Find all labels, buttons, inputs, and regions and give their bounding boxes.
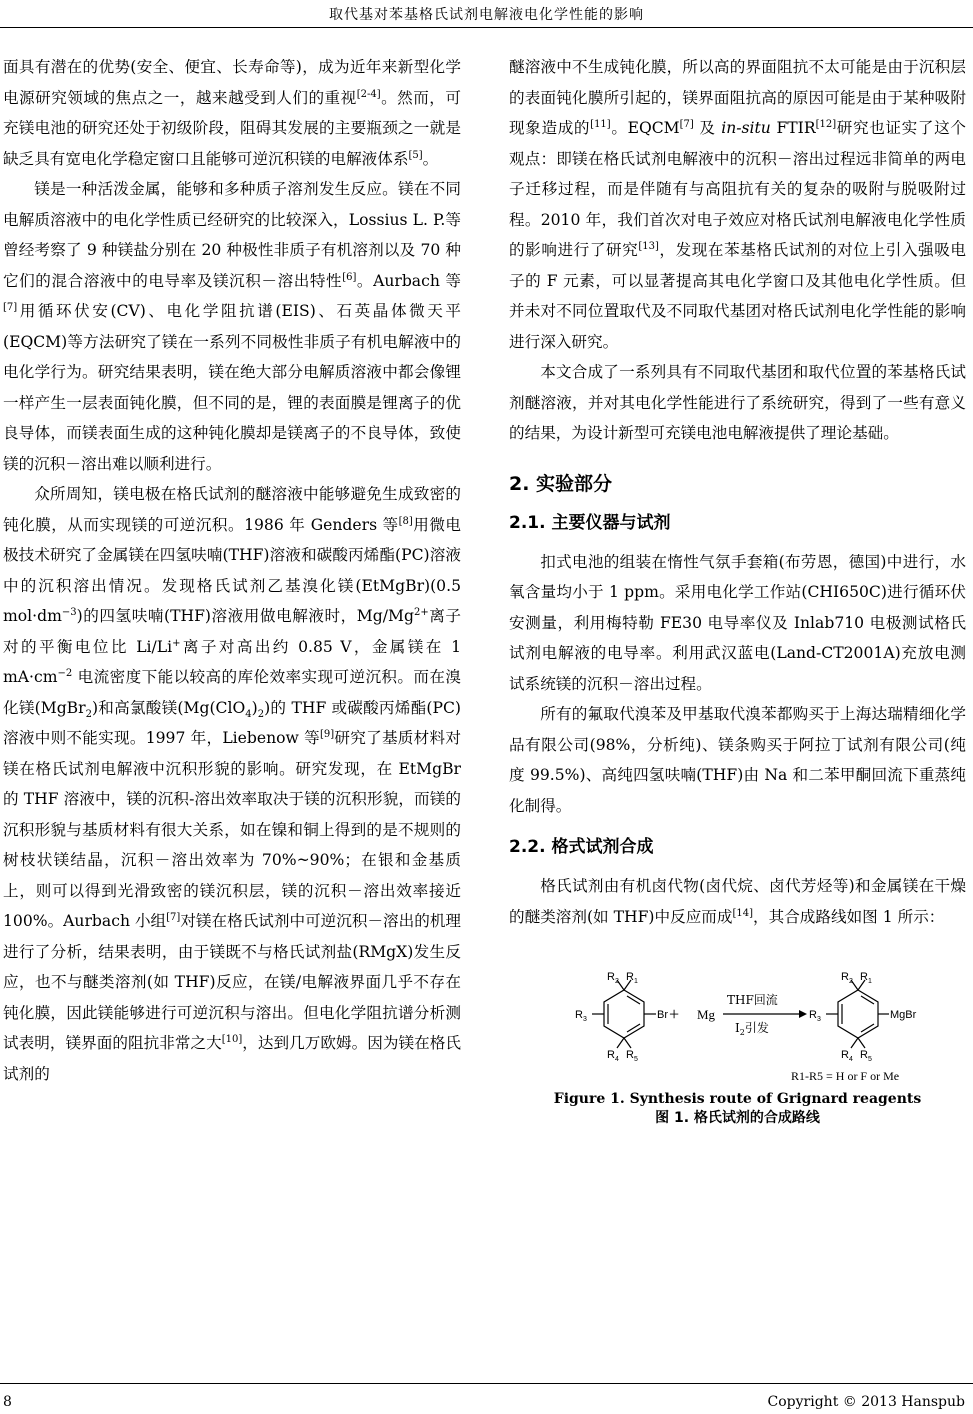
plus-sign: + <box>669 1004 680 1024</box>
citation: [6] <box>342 271 357 283</box>
reactant-ring <box>592 980 656 1048</box>
citation: [2-4] <box>356 88 381 100</box>
citation: [7] <box>3 301 18 313</box>
paragraph: 本文合成了一系列具有不同取代基团和取代位置的苯基格氏试剂醚溶液，并对其电化学性能进行了系统研究，得到了一些有意义的结果，为设计新型可充镁电池电解液提供了理论基础。 <box>509 363 966 442</box>
paragraph: 所有的氟取代溴苯及甲基取代溴苯都购买于上海达瑞精细化学品有限公司(98%，分析纯)、镁条购买于阿拉丁试剂有限公司(纯度 99.5%)、高纯四氢呋喃(THF)由 Na 和二苯甲酮回流下重蒸纯化制得。 <box>509 705 966 815</box>
substituent-label: $R_2$ <box>841 971 853 985</box>
subsection-heading: 2.1. 主要仪器与试剂 <box>509 512 671 533</box>
substituent-label: $R_2$ <box>607 971 619 985</box>
subsection-heading: 2.2. 格式试剂合成 <box>509 837 654 857</box>
footer-rule <box>0 1383 973 1384</box>
citation: [12] <box>815 118 837 130</box>
substituent-note: R1-R5 = H or F or Me <box>791 1069 900 1083</box>
substituent-label: $R_5$ <box>860 1049 872 1063</box>
substituent-label: $R_1$ <box>860 971 872 985</box>
citation: [9] <box>319 728 335 740</box>
paragraph: 众所周知，镁电极在格氏试剂的醚溶液中能够避免生成致密的钝化膜，从而实现镁的可逆沉积。1986 年 Genders 等[8]用微电极技术研究了金属镁在四氢呋喃(THF)溶液和碳酸丙烯酯(PC)溶液中的沉积溶出情况。发现格氏试剂乙基溴化镁(EtMgBr)(0.5 $mol\cdot dm^{-3}$)的四氢呋喃(THF)溶液用做电解液时，$Mg/Mg^{2+}$离子对的平衡电位比 Li/Li+离子对高出约 0.85 V，金属镁在 1 $mA\cdot cm^{-2}$ 电流密度下能以较高的库伦效率实现可逆沉积。而在溴化镁(MgBr$_2$)和高氯酸镁$(Mg(ClO_4)_2)$的 THF 或碳酸丙烯酯(PC)溶液中则不能实现。1997 年，Liebenow 等[9]研究了基质材料对镁在格氏试剂电解液中沉积形貌的影响。研究发现，在 EtMgBr 的 THF 溶液中，镁的沉积-溶出效率取决于镁的沉积形貌，而镁的沉积形貌与基质材料有很大关系，如在镍和铜上得到的是不规则的树枝状镁结晶，沉积－溶出效率为 70%~90%；在银和金基质上，则可以得到光滑致密的镁沉积层，镁的沉积－溶出效率接近 100%。Aurbach 小组[7]对镁在格氏试剂中可逆沉积－溶出的机理进行了分析，结果表明，由于镁既不与格氏试剂盐(RMgX)发生反应，也不与醚类溶剂(如 THF)反应，在镁/电解液界面几乎不存在钝化膜，因此镁能够进行可逆沉积与溶出。但电化学阻抗谱分析测试表明，镁界面的阻抗非常之大[10]，达到几万欧姆。因为镁在格氏试剂的 <box>3 485 462 1083</box>
section-heading: 2. 实验部分 <box>509 472 613 495</box>
reaction-scheme <box>509 940 966 1090</box>
paragraph: 镁是一种活泼金属，能够和多种质子溶剂发生反应。镁在不同电解质溶液中的电化学性质已经研究的比较深入，Lossius L. P.等曾经考察了 9 种镁盐分别在 20 种极性非质子有机溶剂以及 70 种它们的混合溶液中的电导率及镁沉积－溶出特性[6]。Aurbach 等[7]用循环伏安(CV)、电化学阻抗谱(EIS)、石英晶体微天平(EQCM)等方法研究了镁在一系列不同极性非质子有机电解液中的电化学行为。研究结果表明，镁在绝大部分电解质溶液中都会像锂一样产生一层表面钝化膜，但不同的是，锂的表面膜是锂离子的优良导体，而镁表面生成的这种钝化膜却是镁离子的不良导体，致使镁的沉积－溶出难以顺利进行。 <box>3 180 461 473</box>
citation: [7] <box>166 911 181 923</box>
page-number: 8 <box>3 1394 12 1410</box>
header-rule <box>0 27 973 28</box>
citation: [13] <box>638 240 659 252</box>
citation: [10] <box>221 1033 243 1045</box>
substituent-label: $R_3$ <box>809 1009 821 1023</box>
running-header: 取代基对苯基格氏试剂电解液电化学性能的影响 <box>329 7 644 23</box>
synthesis-figure <box>509 940 966 1090</box>
arrow-head <box>799 1010 807 1018</box>
figure-caption-en: Figure 1. Synthesis route of Grignard reagents <box>553 1091 922 1107</box>
figure-caption-cn: 图 1. 格氏试剂的合成路线 <box>655 1110 820 1126</box>
citation: [5] <box>408 149 423 161</box>
paragraph: 醚溶液中不生成钝化膜，所以高的界面阻抗不太可能是由于沉积层的表面钝化膜所引起的，镁界面阻抗高的原因可能是由于某种吸附现象造成的[11]。EQCM[7] 及 in-situ FTIR[12]研究也证实了这个观点：即镁在格氏试剂电解液中的沉积－溶出过程远非简单的两电子迁移过程，而是伴随有与高阻抗有关的复杂的吸附与脱吸附过程。2010 年，我们首次对电子效应对格氏试剂电解液电化学性质的影响进行了研究[13]，发现在苯基格氏试剂的对位上引入强吸电子的 F 元素，可以显著提高其电化学窗口及其他电化学性质。但并未对不同位置取代及不同取代基团对格氏试剂电化学性能的影响进行深入研究。 <box>509 58 966 351</box>
copyright-notice: Copyright © 2013 Hanspub <box>767 1394 965 1410</box>
substituent-label: $R_4$ <box>607 1049 619 1063</box>
paragraph: 面具有潜在的优势(安全、便宜、长寿命等)，成为近年来新型化学电源研究领域的焦点之一，越来越受到人们的重视[2-4]。然而，可充镁电池的研究还处于初级阶段，阻碍其发展的主要瓶颈之一就是缺乏具有宽电化学稳定窗口且能够可逆沉积镁的电解液体系[5]。 <box>3 58 461 168</box>
left-column <box>3 52 461 1089</box>
reaction-condition: THF回流 <box>727 993 778 1007</box>
paragraph: 扣式电池的组装在惰性气氛手套箱(布劳恩，德国)中进行，水氧含量均小于 1 ppm。采用电化学工作站(CHI650C)进行循环伏安测量，利用梅特勒 FE30 电导率仪及 Inlab710 电极测试格氏试剂电解液的电导率。利用武汉蓝电(Land-CT2001A)充放电测试系统镁的沉积－溶出过程。 <box>509 552 966 693</box>
paragraph: 格氏试剂由有机卤代物(卤代烷、卤代芳烃等)和金属镁在干燥的醚类溶剂(如 THF)中反应而成[14]，其合成路线如图 1 所示： <box>509 877 966 926</box>
substituent-label: $R_1$ <box>626 971 638 985</box>
bromine-label: Br <box>657 1009 668 1021</box>
magnesium-bromide-label: MgBr <box>890 1009 917 1021</box>
product-ring <box>826 980 889 1048</box>
substituent-label: $R_5$ <box>626 1049 638 1063</box>
citation: [14] <box>732 907 754 919</box>
substituent-label: $R_4$ <box>841 1049 853 1063</box>
magnesium-label: Mg <box>697 1007 716 1022</box>
reaction-condition: $I_2$引发 <box>735 1021 769 1037</box>
substituent-label: $R_3$ <box>575 1009 587 1023</box>
citation: [8] <box>398 515 413 527</box>
citation: [11] <box>590 118 611 130</box>
right-column <box>509 52 966 1128</box>
citation: [7] <box>679 118 694 130</box>
